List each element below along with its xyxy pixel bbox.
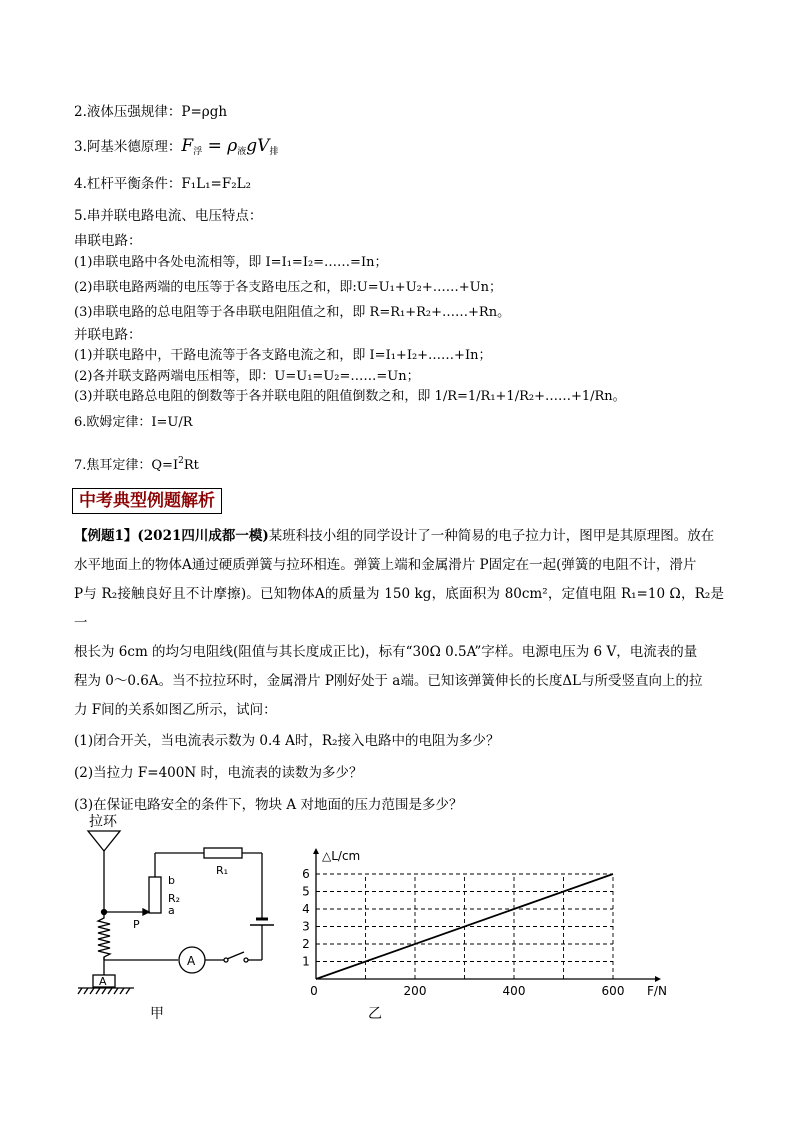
example-tag: 【例题1】(2021四川成都一模) [74,528,269,544]
question-3: (3)在保证电路安全的条件下，物块 A 对地面的压力范围是多少？ [74,797,463,813]
series-rule-2: (2)串联电路两端的电压等于各支路电压之和，即:U=U₁+U₂+……+Un； [74,280,502,295]
resistor-r2 [149,877,161,913]
formula-joule-sup: 2 [178,456,184,466]
formula-archimedes-gv: gV [246,136,270,156]
pull-ring-icon [88,831,120,851]
parallel-rule-3: (3)并联电路总电阻的倒数等于各并联电阻的阻值倒数之和，即 1/R=1/R₁+1/R₂+……+1/Rn。 [74,389,626,404]
x-axis-arrow-icon [655,976,661,982]
x-tick-label-600: 600 [601,984,625,998]
question-1: (1)闭合开关，当电流表示数为 0.4 A时，R₂接入电路中的电阻为多少？ [74,733,500,749]
formula-liquid-pressure: 2.液体压强规律：P=ρgh [74,104,228,120]
spring-icon [98,912,110,975]
example-line-2: 水平地面上的物体A通过硬质弹簧与拉环相连。弹簧上端和金属滑片 P固定在一起(弹簧的电阻不计，滑片 [74,557,697,573]
formula-archimedes-sub1: 浮 [193,147,203,157]
parallel-title: 并联电路： [74,327,142,343]
label-p: P [133,918,140,931]
parallel-rule-1: (1)并联电路中，干路电流等于各支路电流之和，即 I=I₁+I₂+……+In； [74,348,492,363]
formula-archimedes-label: 3.阿基米德原理： [74,139,182,155]
caption-jia: 甲 [150,1006,164,1022]
parallel-rule-2: (2)各并联支路两端电压相等，即：U=U₁=U₂=……=Un； [74,369,420,384]
resistor-r1 [204,848,242,858]
series-rule-3: (3)串联电路的总电阻等于各串联电阻阻值之和，即 R=R₁+R₂+……+Rn。 [74,305,511,320]
question-2: (2)当拉力 F=400N 时，电流表的读数为多少？ [74,765,363,781]
chart-delta-l-vs-force [302,848,667,1022]
y-tick-label-2: 2 [302,937,310,951]
example-line-3: P与 R₂接触良好且不计摩擦)。已知物体A的质量为 150 kg，底面积为 80cm²，定值电阻 R₁=10 Ω，R₂是一 [74,586,724,631]
x-tick-label-0: 0 [310,984,318,998]
y-tick-label-3: 3 [302,919,310,934]
x-tick-label-400: 400 [502,984,526,998]
formula-archimedes-sub2: 液 [237,147,247,157]
caption-yi: 乙 [368,1006,382,1022]
y-tick-label-1: 1 [302,954,310,969]
label-a: a [168,904,175,917]
label-b: b [168,874,175,887]
series-title: 串联电路： [74,233,142,249]
formula-lever-label: 4.杠杆平衡条件： [74,176,182,192]
x-axis-label: F/N [647,984,667,998]
y-axis-label: △L/cm [322,849,361,863]
series-rule-1: (1)串联电路中各处电流相等，即 I=I₁=I₂=……=In； [74,255,388,270]
y-tick-label-4: 4 [302,902,310,916]
ring-label: 拉环 [89,814,117,830]
example-line-4: 根长为 6cm 的均匀电阻线(阻值与其长度成正比)，标有“30Ω 0.5A”字样。电源电压为 6 V，电流表的量 [74,644,698,660]
block-a-label: A [99,975,107,988]
formula-circuit-heading: 5.串并联电路电流、电压特点： [74,208,263,224]
y-axis-arrow-icon [313,848,319,854]
example-line-1-text: 某班科技小组的同学设计了一种简易的电子拉力计，图甲是其原理图。放在 [268,528,715,544]
slider-p-arrow-icon [143,909,149,915]
formula-archimedes-sub3: 排 [269,147,279,157]
section-heading: 中考典型例题解析 [72,488,222,514]
y-tick-label-5: 5 [302,884,310,899]
circuit-diagram [78,813,274,1022]
formula-joule-tail: Rt [183,458,199,473]
example-line-6: 力 F间的关系如图乙所示，试问： [74,702,277,718]
x-tick-label-200: 200 [403,984,427,998]
switch-icon [227,952,244,959]
ammeter-label: A [187,954,196,968]
formula-ohm: 6.欧姆定律：I=U/R [74,415,193,430]
formula-archimedes-F: F [181,136,194,156]
label-r1: R₁ [216,864,229,877]
formula-joule-label: 7.焦耳定律：Q=I [74,458,179,473]
formula-lever-expression: F₁L₁=F₂L₂ [181,176,252,192]
label-r2: R₂ [168,892,181,905]
example-line-5: 程为 0～0.6A。当不拉拉环时，金属滑片 P刚好处于 a端。已知该弹簧伸长的长度ΔL与所受竖直向上的拉 [74,673,703,689]
y-tick-label-6: 6 [302,867,310,881]
formula-archimedes-rho: = ρ [202,136,238,156]
ground-hatch [78,988,130,994]
